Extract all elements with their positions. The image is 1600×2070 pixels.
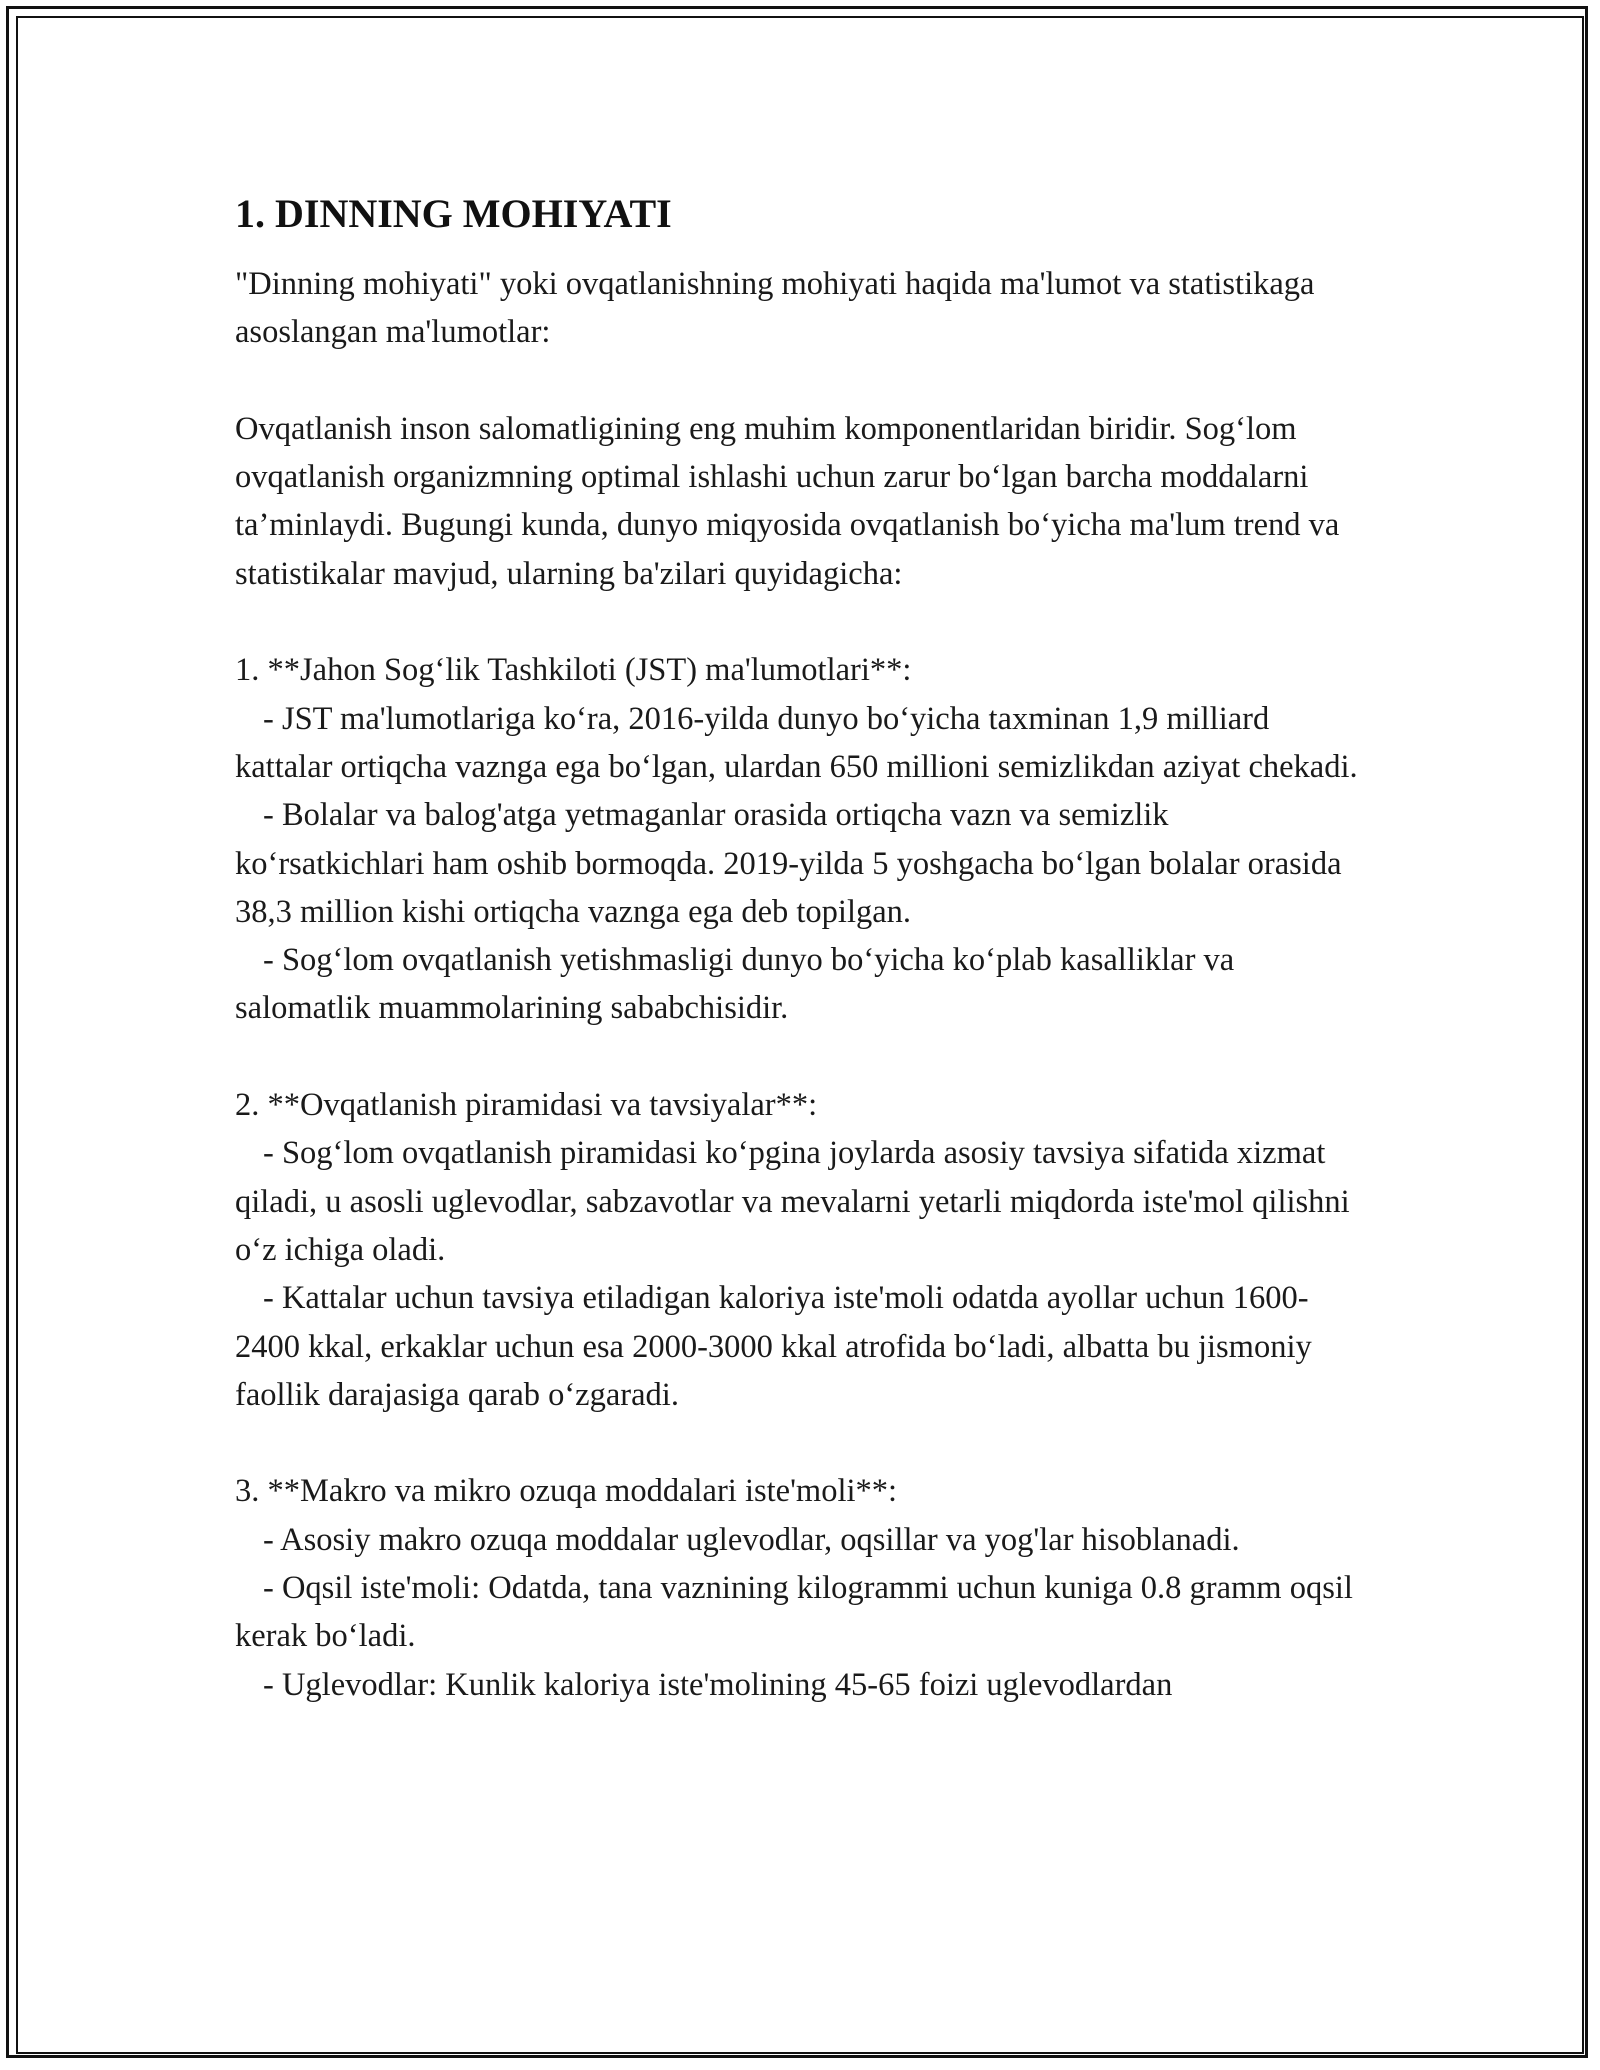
section-title: 1. **Jahon Sog‘lik Tashkiloti (JST) ma'lumotlari**:	[235, 652, 912, 689]
spacer	[235, 598, 1365, 646]
section-heading: 1. DINNING MOHIYATI	[235, 191, 672, 236]
spacer	[235, 1419, 1365, 1467]
overview-paragraph: Ovqatlanish inson salomatligining eng muhim komponentlaridan biridir. Sog‘lom ovqatlanish organizmning optimal ishlashi uchun zarur bo‘lgan barcha moddalarni ta’minlaydi. Bugungi kunda, dunyo miqyosida ovqatlanish bo‘yicha ma'lum trend va statistikalar mavjud, ularning ba'zilari quyidagicha:	[235, 410, 1340, 592]
bullet-item: - Bolalar va balog'atga yetmaganlar orasida ortiqcha vazn va semizlik ko‘rsatkichlari ham oshib bormoqda. 2019-yilda 5 yoshgacha bo‘lgan bolalar orasida 38,3 million kishi ortiqcha vaznga ega deb topilgan.	[235, 797, 1342, 930]
document-page	[235, 190, 1365, 1709]
section-1	[235, 646, 1365, 1032]
spacer	[235, 357, 1365, 405]
bullet-item: - Sog‘lom ovqatlanish yetishmasligi dunyo bo‘yicha ko‘plab kasalliklar va salomatlik muammolarining sababchisidir.	[235, 942, 1235, 1027]
section-title: 3. **Makro va mikro ozuqa moddalari iste'moli**:	[235, 1473, 898, 1510]
section-3	[235, 1467, 1365, 1708]
section-title: 2. **Ovqatlanish piramidasi va tavsiyalar**:	[235, 1087, 818, 1124]
section-2	[235, 1081, 1365, 1419]
bullet-item: - Asosiy makro ozuqa moddalar uglevodlar, oqsillar va yog'lar hisoblanadi.	[263, 1521, 1240, 1558]
bullet-item: - Kattalar uchun tavsiya etiladigan kaloriya iste'moli odatda ayollar uchun 1600-2400 kkal, erkaklar uchun esa 2000-3000 kkal atrofida bo‘ladi, albatta bu jismoniy faollik darajasiga qarab o‘zgaradi.	[235, 1280, 1312, 1413]
bullet-item: - JST ma'lumotlariga ko‘ra, 2016-yilda dunyo bo‘yicha taxminan 1,9 milliard kattalar ortiqcha vaznga ega bo‘lgan, ulardan 650 millioni semizlikdan aziyat chekadi.	[235, 700, 1358, 785]
bullet-item: - Oqsil iste'moli: Odatda, tana vaznining kilogrammi uchun kuniga 0.8 gramm oqsil kerak bo‘ladi.	[235, 1570, 1353, 1655]
intro-paragraph: "Dinning mohiyati" yoki ovqatlanishning mohiyati haqida ma'lumot va statistikaga asoslangan ma'lumotlar:	[235, 266, 1315, 351]
bullet-item: - Uglevodlar: Kunlik kaloriya iste'molining 45-65 foizi uglevodlardan	[263, 1666, 1173, 1703]
bullet-item: - Sog‘lom ovqatlanish piramidasi ko‘pgina joylarda asosiy tavsiya sifatida xizmat qiladi, u asosli uglevodlar, sabzavotlar va mevalarni yetarli miqdorda iste'mol qilishni o‘z ichiga oladi.	[235, 1135, 1350, 1268]
spacer	[235, 1033, 1365, 1081]
